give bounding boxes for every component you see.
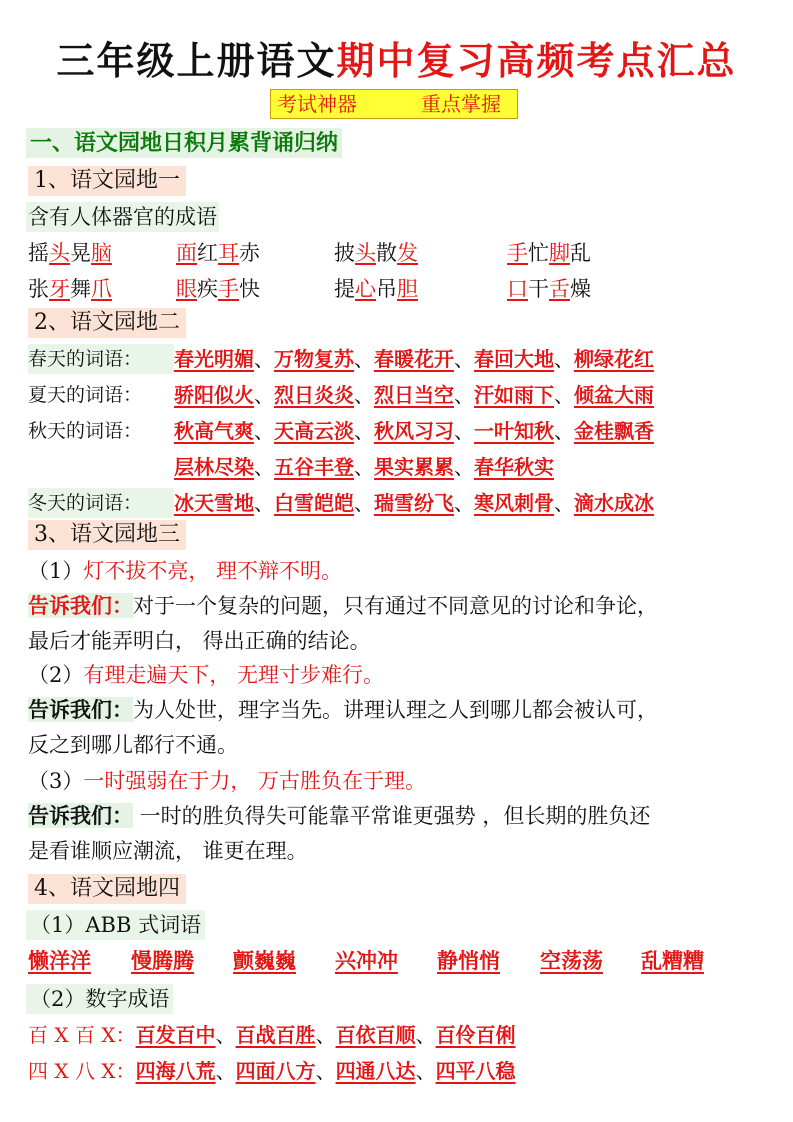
- season-word: 春回大地: [474, 347, 554, 371]
- organ-char: 口: [507, 277, 528, 301]
- idiom-char: 晃: [70, 241, 91, 265]
- separator: 、: [354, 347, 374, 371]
- abb-word: 兴冲冲: [335, 948, 398, 973]
- number-pattern-label: 百 X 百 X：: [28, 1023, 136, 1047]
- separator: 、: [554, 347, 574, 371]
- explanation-text: 对于一个复杂的问题，只有通过不同意见的讨论和争论，: [133, 594, 658, 618]
- saying-number: （1）: [28, 559, 84, 583]
- organ-char: 面: [176, 241, 197, 265]
- separator: 、: [215, 1023, 236, 1047]
- idiom-char: 赤: [239, 241, 260, 265]
- season-word: 烈日当空: [374, 383, 454, 407]
- idiom-char: 张: [28, 277, 49, 301]
- season-word: 秋风习习: [374, 419, 454, 443]
- garden2-heading: 2、语文园地二: [28, 308, 186, 338]
- saying-line: [28, 766, 426, 796]
- idiom-char: 提: [334, 277, 355, 301]
- page-title: [0, 30, 793, 85]
- explanation-text: 一时的胜负得失可能靠平常谁更强势 ，但长期的胜负还: [133, 804, 651, 828]
- season-word: 层林尽染: [174, 455, 254, 479]
- number-idiom: 百发百中: [135, 1023, 216, 1047]
- season-word: 果实累累: [374, 455, 454, 479]
- organ-char: 胆: [397, 277, 418, 301]
- number-idiom: 百战百胜: [235, 1023, 316, 1047]
- separator: 、: [454, 383, 474, 407]
- idiom-item: [507, 238, 591, 268]
- idiom-item: [176, 274, 260, 304]
- season-word: 烈日炎炎: [274, 383, 354, 407]
- season-words: [174, 416, 654, 446]
- season-word: 白雪皑皑: [274, 491, 354, 515]
- idiom-item: [507, 274, 591, 304]
- season-label: 冬天的词语：: [28, 488, 174, 518]
- section-heading-1: 一、语文园地日积月累背诵归纳: [26, 128, 342, 158]
- idiom-char: 疾: [197, 277, 218, 301]
- separator: 、: [254, 419, 274, 443]
- separator: 、: [454, 455, 474, 479]
- tell-us-label: 告诉我们：: [28, 803, 133, 828]
- separator: 、: [554, 383, 574, 407]
- idiom-item: [176, 238, 260, 268]
- saying-line: [28, 556, 342, 586]
- organ-char: 头: [49, 241, 70, 265]
- season-word: 柳绿花红: [574, 347, 654, 371]
- idiom-char: 干: [528, 277, 549, 301]
- garden4-heading: 4、语文园地四: [28, 874, 186, 904]
- season-word: 瑞雪纷飞: [374, 491, 454, 515]
- season-words: [174, 344, 654, 374]
- idiom-char: 乱: [570, 241, 591, 265]
- season-word: 万物复苏: [274, 347, 354, 371]
- idiom-item: [334, 274, 418, 304]
- tell-us-label: 告诉我们：: [28, 697, 133, 722]
- saying-number: （2）: [28, 663, 84, 687]
- season-word: 秋高气爽: [174, 419, 254, 443]
- organ-char: 脑: [91, 241, 112, 265]
- saying-number: （3）: [28, 769, 84, 793]
- idiom-char: 吊: [376, 277, 397, 301]
- season-word: 春华秋实: [474, 455, 554, 479]
- separator: 、: [415, 1023, 436, 1047]
- separator: 、: [315, 1059, 336, 1083]
- organ-char: 手: [507, 241, 528, 265]
- badge-right-text: 重点掌握: [421, 92, 501, 116]
- season-word: 五谷丰登: [274, 455, 354, 479]
- season-words: [174, 452, 554, 482]
- separator: 、: [554, 491, 574, 515]
- separator: 、: [354, 383, 374, 407]
- abb-title: （1）ABB 式词语: [26, 910, 205, 940]
- garden1-subtitle: 含有人体器官的成语: [26, 202, 219, 232]
- explanation-line: [28, 591, 658, 621]
- season-word: 春暖花开: [374, 347, 454, 371]
- explanation-line: 是看谁顺应潮流， 谁更在理。: [28, 839, 308, 863]
- abb-word: 乱糟糟: [641, 948, 704, 973]
- garden3-heading: 3、语文园地三: [28, 520, 186, 550]
- number-idiom: 百依百顺: [335, 1023, 416, 1047]
- organ-char: 心: [355, 277, 376, 301]
- organ-char: 牙: [49, 277, 70, 301]
- separator: 、: [254, 455, 274, 479]
- season-label: 春天的词语：: [28, 344, 174, 374]
- number-idiom: 四平八稳: [435, 1059, 516, 1083]
- season-word: 滴水成冰: [574, 491, 654, 515]
- number-idiom: 百伶百俐: [435, 1023, 516, 1047]
- idiom-char: 散: [376, 241, 397, 265]
- separator: 、: [215, 1059, 236, 1083]
- separator: 、: [254, 347, 274, 371]
- separator: 、: [354, 419, 374, 443]
- separator: 、: [454, 491, 474, 515]
- explanation-line: 反之到哪儿都行不通。: [28, 733, 238, 757]
- separator: 、: [315, 1023, 336, 1047]
- number-idiom: 四通八达: [335, 1059, 416, 1083]
- badge-left-text: 考试神器: [277, 92, 357, 116]
- idiom-char: 忙: [528, 241, 549, 265]
- explanation-text: 为人处世，理字当先。讲理认理之人到哪儿都会被认可，: [133, 698, 658, 722]
- separator: 、: [454, 347, 474, 371]
- idiom-char: 摇: [28, 241, 49, 265]
- number-idiom-row: [28, 1020, 516, 1050]
- idiom-item: [28, 274, 112, 304]
- abb-word: 空荡荡: [540, 948, 603, 973]
- number-idiom-title: （2）数字成语: [26, 984, 173, 1014]
- idiom-item: [28, 238, 112, 268]
- organ-char: 耳: [218, 241, 239, 265]
- tell-us-label: 告诉我们：: [28, 593, 133, 618]
- idiom-char: 舞: [70, 277, 91, 301]
- idiom-char: 燥: [570, 277, 591, 301]
- separator: 、: [354, 455, 374, 479]
- separator: 、: [415, 1059, 436, 1083]
- separator: 、: [554, 419, 574, 443]
- exam-badge: [270, 89, 518, 119]
- separator: 、: [454, 419, 474, 443]
- explanation-line: 最后才能弄明白， 得出正确的结论。: [28, 629, 371, 653]
- abb-word: 懒洋洋: [28, 948, 91, 973]
- saying-text: 灯不拔不亮， 理不辩不明。: [83, 559, 343, 583]
- number-idiom: 四海八荒: [135, 1059, 216, 1083]
- season-word: 天高云淡: [274, 419, 354, 443]
- season-label: 夏天的词语：: [28, 384, 143, 406]
- garden1-heading: 1、语文园地一: [28, 166, 186, 196]
- organ-char: 脚: [549, 241, 570, 265]
- organ-char: 舌: [549, 277, 570, 301]
- abb-word: 静悄悄: [437, 948, 500, 973]
- abb-word: 慢腾腾: [131, 948, 194, 973]
- season-word: 骄阳似火: [174, 383, 254, 407]
- idiom-char: 快: [239, 277, 260, 301]
- saying-line: [28, 660, 384, 690]
- separator: 、: [354, 491, 374, 515]
- number-idiom: 四面八方: [235, 1059, 316, 1083]
- number-pattern-label: 四 X 八 X：: [28, 1059, 136, 1083]
- season-word: 倾盆大雨: [574, 383, 654, 407]
- season-words: [174, 488, 654, 518]
- idiom-char: 红: [197, 241, 218, 265]
- organ-char: 眼: [176, 277, 197, 301]
- title-red: 期中复习高频考点汇总: [336, 38, 737, 83]
- title-black: 三年级上册语文: [56, 38, 337, 83]
- organ-char: 发: [397, 241, 418, 265]
- number-idiom-row: [28, 1056, 516, 1086]
- season-words: [174, 380, 654, 410]
- season-word: 金桂飘香: [574, 419, 654, 443]
- season-word: 冰天雪地: [174, 491, 254, 515]
- saying-text: 一时强弱在于力， 万古胜负在于理。: [83, 769, 427, 793]
- season-word: 寒风刺骨: [474, 491, 554, 515]
- idiom-char: 披: [334, 241, 355, 265]
- organ-char: 头: [355, 241, 376, 265]
- abb-word: 颤巍巍: [233, 948, 296, 973]
- explanation-line: [28, 695, 658, 725]
- separator: 、: [254, 491, 274, 515]
- organ-char: 爪: [91, 277, 112, 301]
- season-word: 春光明媚: [174, 347, 254, 371]
- saying-text: 有理走遍天下， 无理寸步难行。: [83, 663, 385, 687]
- explanation-line: [28, 801, 650, 831]
- idiom-item: [334, 238, 418, 268]
- separator: 、: [254, 383, 274, 407]
- season-word: 汗如雨下: [474, 383, 554, 407]
- season-word: 一叶知秋: [474, 419, 554, 443]
- organ-char: 手: [218, 277, 239, 301]
- season-label: 秋天的词语：: [28, 420, 143, 442]
